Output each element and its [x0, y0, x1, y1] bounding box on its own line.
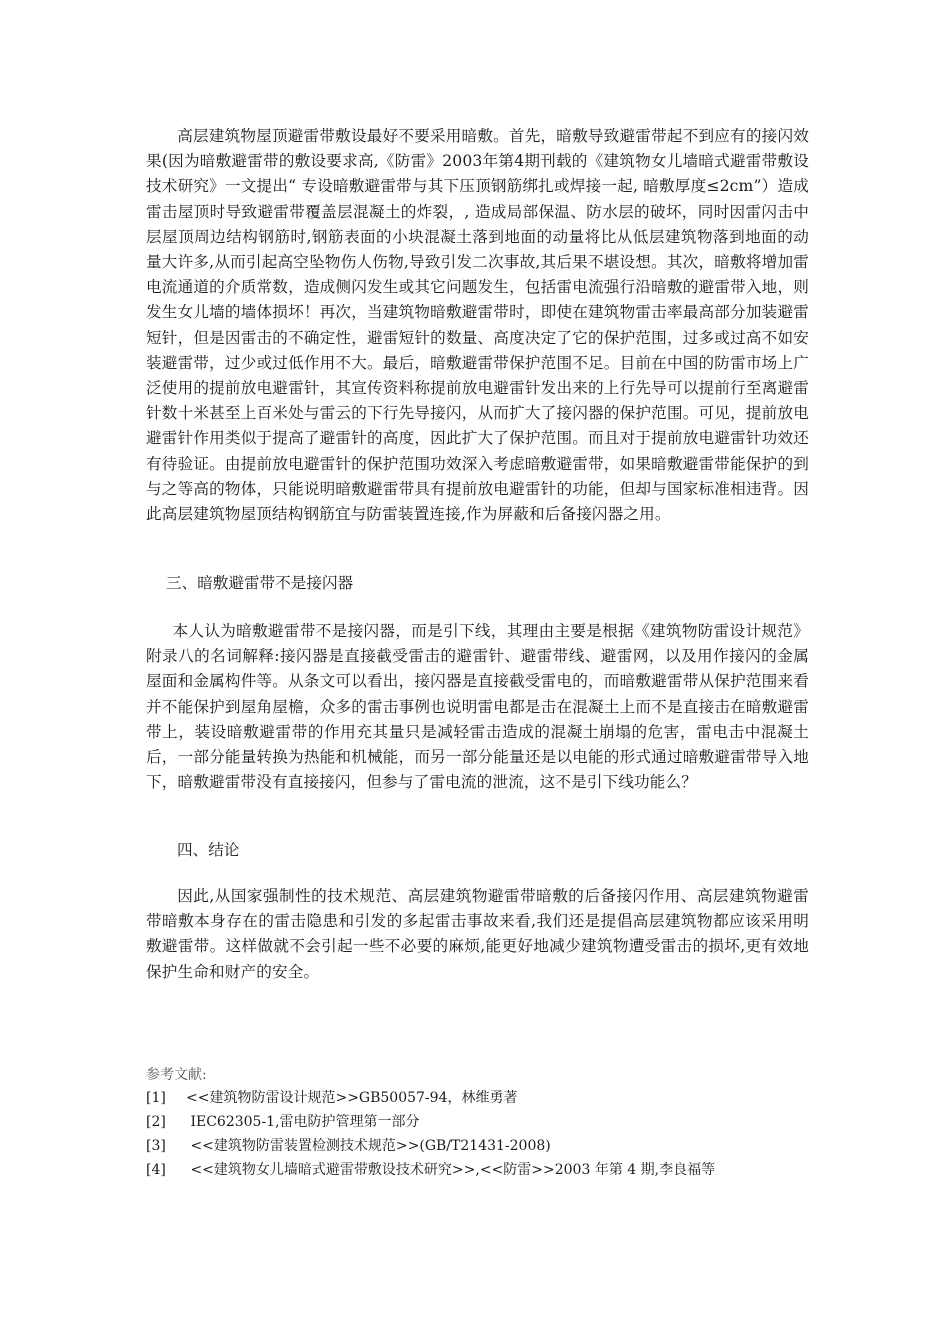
- reference-item: [146, 1158, 809, 1182]
- references-title: 参考文献:: [146, 1067, 207, 1083]
- reference-item: [146, 1086, 809, 1110]
- section-heading-4: 四、结论: [177, 841, 240, 859]
- reference-number: [3]: [146, 1138, 166, 1154]
- reference-text: <<建筑物女儿墙暗式避雷带敷设技术研究>>,<<防雷>>2003 年第 4 期,李良福等: [186, 1162, 716, 1178]
- paragraph-conclusion: 因此,从国家强制性的技术规范、高层建筑物避雷带暗敷的后备接闪作用、高层建筑物避雷带暗敷本身存在的雷击隐患和引发的多起雷击事故来看,我们还是提倡高层建筑物都应该采用明敷避雷带。这样做就不会引起一些不必要的麻烦,能更好地减少建筑物遭受雷击的损坏,更有效地保护生命和财产的安全。: [146, 887, 809, 981]
- reference-item: [146, 1110, 809, 1134]
- reference-number: [4]: [146, 1162, 166, 1178]
- paragraph-not-air-terminal: 本人认为暗敷避雷带不是接闪器，而是引下线，其理由主要是根据《建筑物防雷设计规范》附录八的名词解释:接闪器是直接截受雷击的避雷针、避雷带线、避雷网，以及用作接闪的金属屋面和金属构件等。从条文可以看出，接闪器是直接截受雷电的，而暗敷避雷带从保护范围来看并不能保护到屋角屋檐，众多的雷击事例也说明雷电都是击在混凝土上而不是直接击在暗敷避雷带上，装设暗敷避雷带的作用充其量只是减轻雷击造成的混凝土崩塌的危害，雷电击中混凝土后，一部分能量转换为热能和机械能，而另一部分能量还是以电能的形式通过暗敷避雷带导入地下，暗敷避雷带没有直接接闪，但参与了雷电流的泄流，这不是引下线功能么？: [146, 622, 809, 792]
- reference-number: [2]: [146, 1114, 166, 1130]
- reference-number: [1]: [146, 1090, 166, 1106]
- reference-text: <<建筑物防雷装置检测技术规范>>(GB/T21431-2008): [186, 1138, 551, 1154]
- reference-text: <<建筑物防雷设计规范>>GB50057-94，林维勇著: [186, 1090, 518, 1106]
- reference-list: [146, 1086, 809, 1182]
- paragraph-concealed-installation: 高层建筑物屋顶避雷带敷设最好不要采用暗敷。首先，暗敷导致避雷带起不到应有的接闪效果(因为暗敷避雷带的敷设要求高,《防雷》2003年第4期刊载的《建筑物女儿墙暗式避雷带敷设技术研究》一文提出“ 专设暗敷避雷带与其下压顶钢筋绑扎或焊接一起, 暗敷厚度≤2cm”）造成雷击屋顶时导致避雷带覆盖层混凝土的炸裂，, 造成局部保温、防水层的破坏，同时因雷闪击中层屋顶周边结构钢筋时,钢筋表面的小块混凝土落到地面的动量将比从低层建筑物落到地面的动量大许多,从而引起高空坠物伤人伤物,导致引发二次事故,其后果不堪设想。其次，暗敷将增加雷电流通道的介质常数，造成侧闪发生或其它问题发生，包括雷电流强行沿暗敷的避雷带入地，则发生女儿墙的墙体损坏！再次，当建筑物暗敷避雷带时，即使在建筑物雷击率最高部分加装避雷短针，但是因雷击的不确定性，避雷短针的数量、高度决定了它的保护范围，过多或过高不如安装避雷带，过少或过低作用不大。最后，暗敷避雷带保护范围不足。目前在中国的防雷市场上广泛使用的提前放电避雷针，其宣传资料称提前放电避雷针发出来的上行先导可以提前行至离避雷针数十米甚至上百米处与雷云的下行先导接闪，从而扩大了接闪器的保护范围。可见，提前放电避雷针作用类似于提高了避雷针的高度，因此扩大了保护范围。而且对于提前放电避雷针功效还有待验证。由提前放电避雷针的保护范围功效深入考虑暗敷避雷带，如果暗敷避雷带能保护的到与之等高的物体，只能说明暗敷避雷带具有提前放电避雷针的功能，但却与国家标准相违背。因此高层建筑物屋顶结构钢筋宜与防雷装置连接,作为屏蔽和后备接闪器之用。: [146, 127, 809, 524]
- section-heading-3: 三、暗敷避雷带不是接闪器: [166, 574, 354, 592]
- reference-item: [146, 1134, 809, 1158]
- reference-text: IEC62305-1,雷电防护管理第一部分: [186, 1114, 420, 1130]
